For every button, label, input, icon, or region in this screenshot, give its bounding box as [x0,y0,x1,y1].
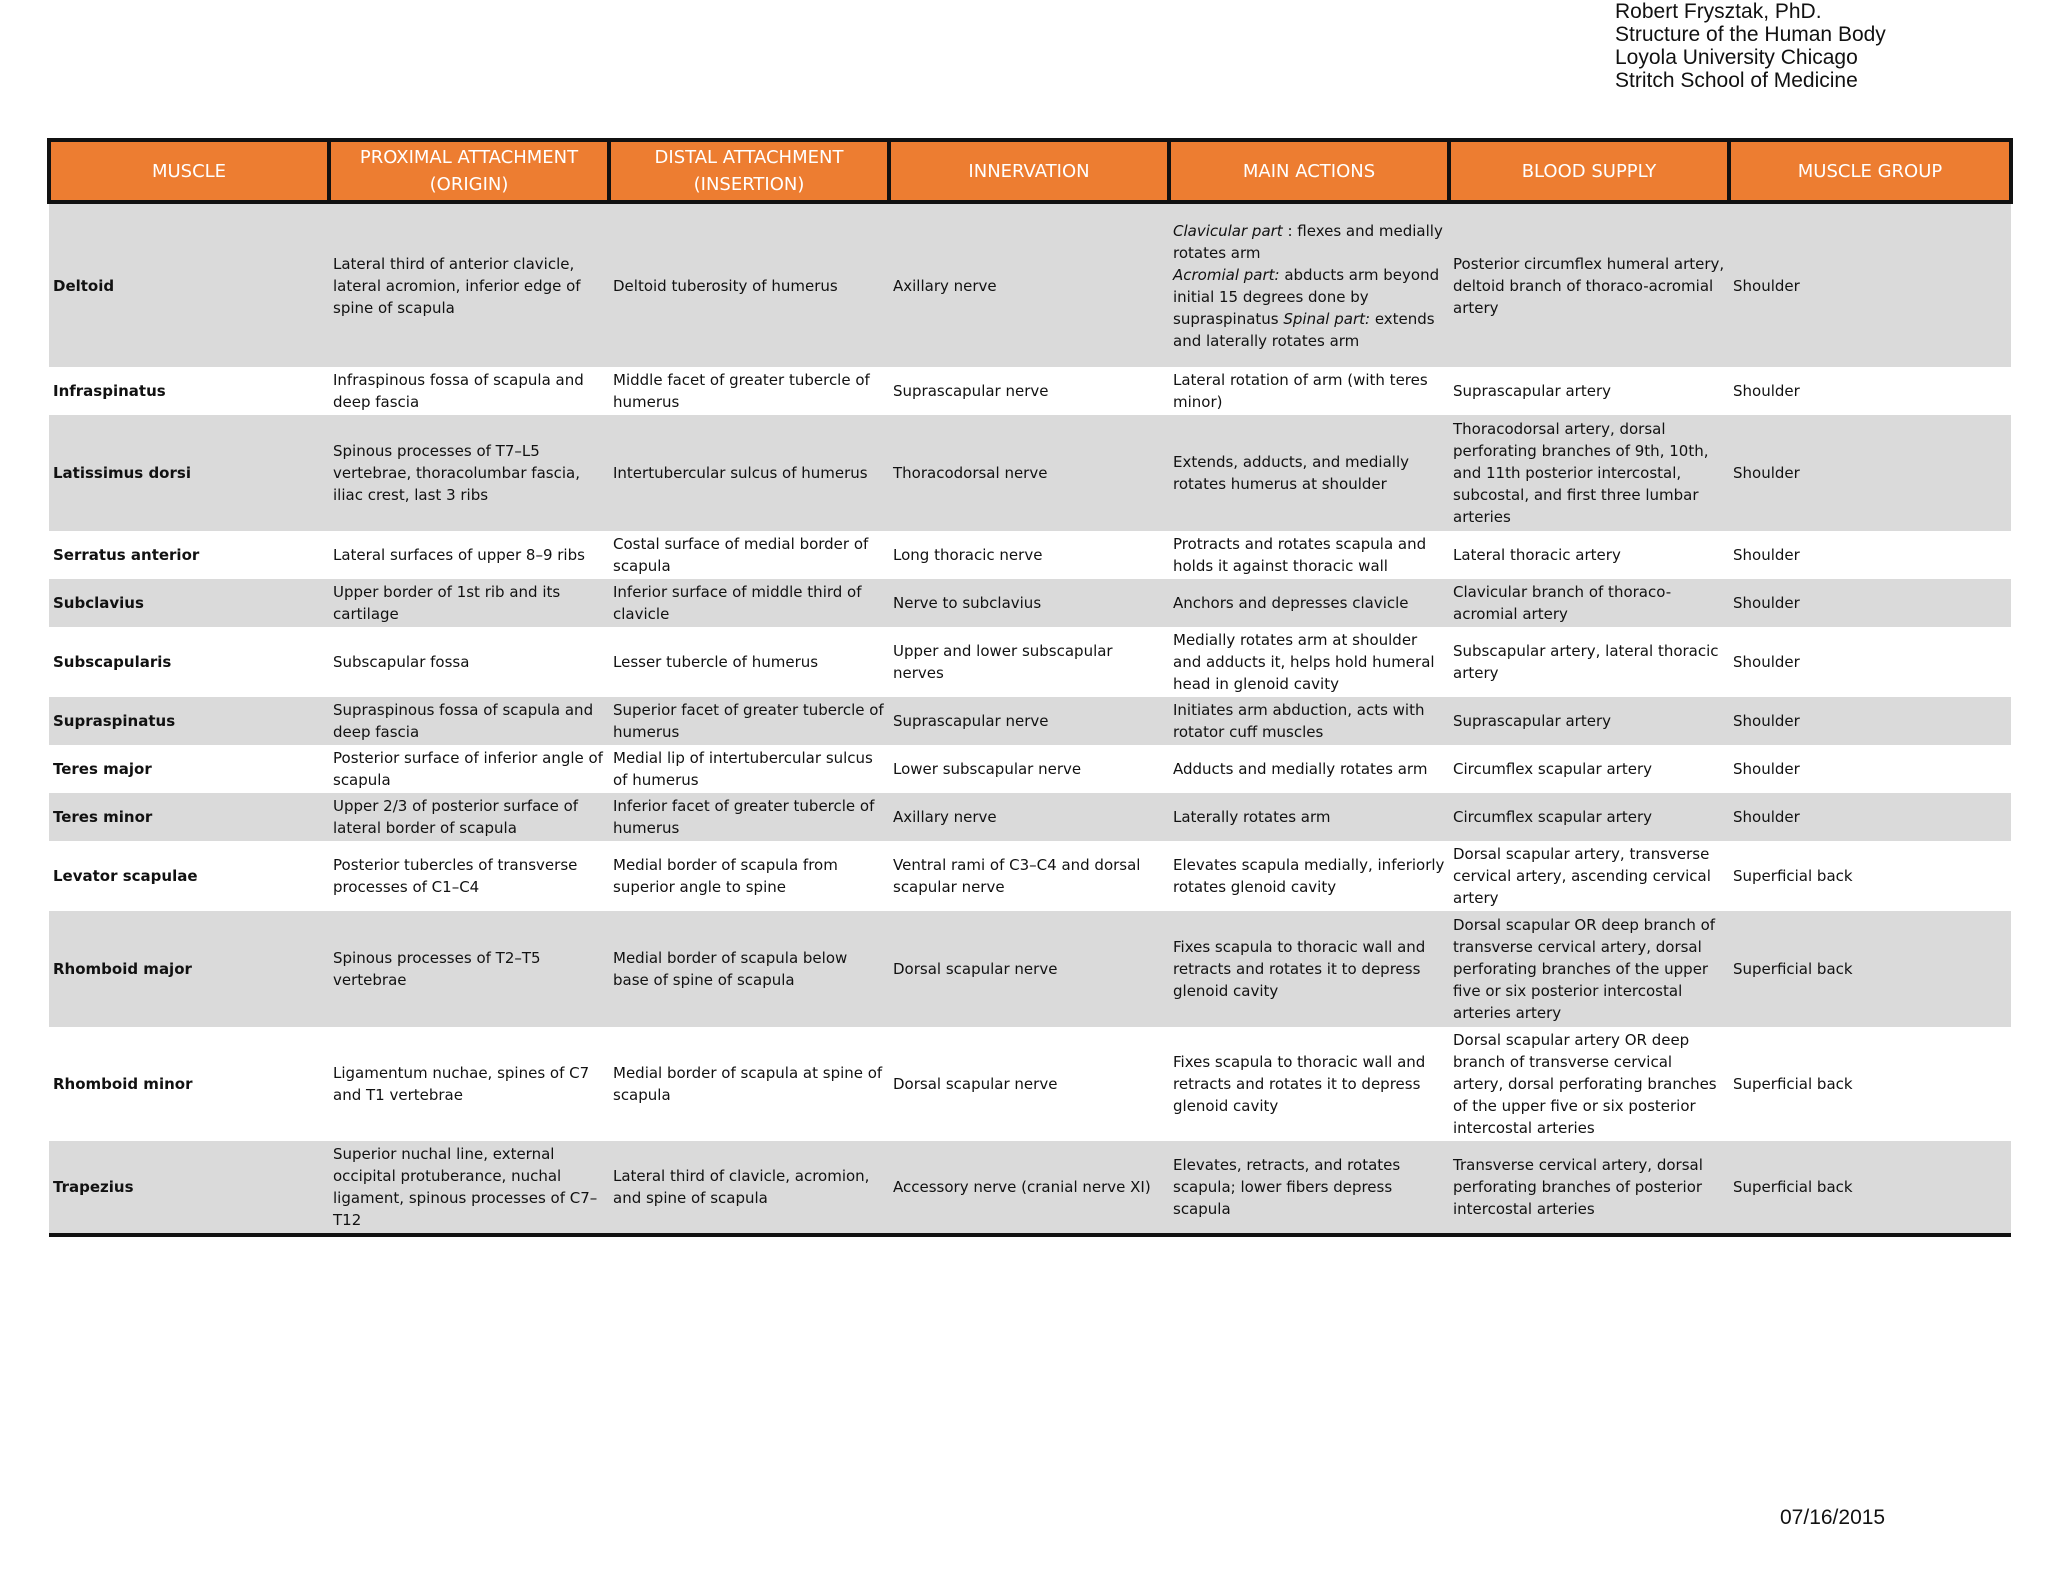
muscle-group-cell: Shoulder [1733,546,1800,564]
insertion-cell: Medial border of scapula from superior angle to spine [613,856,838,896]
table-row [49,202,2011,367]
blood-supply-cell: Suprascapular artery [1453,382,1611,400]
column-header-actions: MAIN ACTIONS [1169,140,1449,202]
innervation-cell: Dorsal scapular nerve [893,1075,1058,1093]
blood-supply-cell: Suprascapular artery [1449,697,1729,745]
actions-cell: Anchors and depresses clavicle [1169,579,1449,627]
muscle-group-cell: Superficial back [1729,1141,2011,1235]
spinal-part-label: Spinal part: [1283,309,1371,328]
school-name: Stritch School of Medicine [1615,69,1858,92]
insertion-cell: Medial border of scapula at spine of scapula [613,1064,883,1104]
column-header-muscle: MUSCLE [49,140,329,202]
muscle-group-cell: Shoulder [1729,579,2011,627]
actions-cell: Elevates, retracts, and rotates scapula; lower fibers depress scapula [1169,1141,1449,1235]
university-name: Loyola University Chicago [1615,46,1858,69]
innervation-cell: Upper and lower subscapular nerves [893,642,1113,682]
origin-cell: Lateral third of anterior clavicle, lateral acromion, inferior edge of spine of scapula [329,202,609,367]
actions-cell: Adducts and medially rotates arm [1173,760,1428,778]
innervation-cell: Ventral rami of C3–C4 and dorsal scapular nerve [893,856,1141,896]
muscle-group-cell: Shoulder [1729,793,2011,841]
course-name: Structure of the Human Body [1615,23,1886,46]
table-row [49,911,2011,1027]
blood-supply-cell: Subscapular artery, lateral thoracic artery [1453,642,1719,682]
actions-cell: Fixes scapula to thoracic wall and retracts and rotates it to depress glenoid cavity [1173,1053,1426,1115]
insertion-cell: Inferior facet of greater tubercle of humerus [609,793,889,841]
origin-cell: Upper border of 1st rib and its cartilage [329,579,609,627]
blood-supply-cell: Posterior circumflex humeral artery, deltoid branch of thoraco-acromial artery [1449,202,1729,367]
blood-supply-cell: Dorsal scapular artery OR deep branch of transverse cervical artery, dorsal perforating branches of the upper five or six posterior intercostal arteries [1453,1031,1717,1137]
muscle-group-cell: Shoulder [1729,202,2011,367]
muscle-group-cell: Shoulder [1733,760,1800,778]
document-date: 07/16/2015 [1780,1506,1886,1529]
acromial-part-text: abducts arm beyond initial 15 degrees done by supraspinatus [1173,265,1440,328]
actions-cell [1169,202,1449,367]
table-row [49,793,2011,841]
muscle-group-cell: Shoulder [1733,382,1800,400]
muscle-group-cell: Superficial back [1729,911,2011,1027]
innervation-cell: Long thoracic nerve [893,546,1043,564]
innervation-cell: Lower subscapular nerve [893,760,1082,778]
column-header-innervation: INNERVATION [889,140,1169,202]
insertion-cell: Intertubercular sulcus of humerus [609,415,889,531]
actions-cell: Medially rotates arm at shoulder and adducts it, helps hold humeral head in glenoid cavity [1173,631,1435,693]
table-row [49,531,2011,579]
muscle-table [47,138,2013,1237]
table-row [49,841,2011,911]
muscle-name: Teres minor [49,793,329,841]
blood-supply-cell: Dorsal scapular OR deep branch of transverse cervical artery, dorsal perforating branches of the upper five or six posterior intercostal arteries artery [1449,911,1729,1027]
insertion-cell: Lateral third of clavicle, acromion, and spine of scapula [609,1141,889,1235]
table-header-row [49,140,2011,202]
muscle-group-cell: Shoulder [1729,415,2011,531]
origin-cell: Posterior surface of inferior angle of scapula [333,749,603,789]
column-header-muscle-group: MUSCLE GROUP [1729,140,2011,202]
muscle-name: Teres major [53,760,152,778]
insertion-cell: Medial lip of intertubercular sulcus of humerus [613,749,873,789]
actions-cell: Lateral rotation of arm (with teres minor) [1173,371,1428,411]
column-header-blood-supply: BLOOD SUPPLY [1449,140,1729,202]
innervation-cell: Nerve to subclavius [889,579,1169,627]
muscle-name: Rhomboid minor [53,1075,193,1093]
muscle-name: Serratus anterior [53,546,200,564]
innervation-cell: Dorsal scapular nerve [889,911,1169,1027]
muscle-group-cell: Shoulder [1729,697,2011,745]
insertion-cell: Inferior surface of middle third of clavicle [609,579,889,627]
insertion-cell: Costal surface of medial border of scapula [613,535,869,575]
blood-supply-cell: Dorsal scapular artery, transverse cervical artery, ascending cervical artery [1453,845,1711,907]
clavicular-part-text: : flexes and medially rotates arm [1173,221,1443,262]
origin-cell: Spinous processes of T7–L5 vertebrae, thoracolumbar fascia, iliac crest, last 3 ribs [329,415,609,531]
innervation-cell: Axillary nerve [889,793,1169,841]
muscle-name: Supraspinatus [49,697,329,745]
clavicular-part-label: Clavicular part [1173,221,1283,240]
acromial-part-label: Acromial part: [1173,265,1280,284]
muscle-name: Rhomboid major [49,911,329,1027]
muscle-group-cell: Superficial back [1733,1075,1853,1093]
insertion-cell: Medial border of scapula below base of spine of scapula [609,911,889,1027]
actions-cell: Fixes scapula to thoracic wall and retracts and rotates it to depress glenoid cavity [1169,911,1449,1027]
origin-cell: Upper 2/3 of posterior surface of lateral border of scapula [329,793,609,841]
muscle-name: Subscapularis [53,653,172,671]
insertion-cell: Lesser tubercle of humerus [613,653,819,671]
blood-supply-cell: Clavicular branch of thoraco-acromial artery [1449,579,1729,627]
innervation-cell: Accessory nerve (cranial nerve XI) [889,1141,1169,1235]
author-header [1615,0,2035,92]
muscle-name: Infraspinatus [53,382,166,400]
actions-cell: Laterally rotates arm [1169,793,1449,841]
origin-cell: Spinous processes of T2–T5 vertebrae [329,911,609,1027]
innervation-cell: Thoracodorsal nerve [889,415,1169,531]
table-row [49,367,2011,415]
table-row [49,579,2011,627]
table-row [49,627,2011,697]
muscle-table-container [47,138,2009,1237]
muscle-group-cell: Shoulder [1733,653,1800,671]
origin-cell: Infraspinous fossa of scapula and deep fascia [333,371,584,411]
innervation-cell: Axillary nerve [889,202,1169,367]
insertion-cell: Superior facet of greater tubercle of humerus [609,697,889,745]
table-row [49,1027,2011,1141]
blood-supply-cell: Circumflex scapular artery [1453,760,1652,778]
blood-supply-cell: Transverse cervical artery, dorsal perforating branches of posterior intercostal arteries [1449,1141,1729,1235]
column-header-insertion: DISTAL ATTACHMENT (INSERTION) [609,140,889,202]
actions-cell: Initiates arm abduction, acts with rotator cuff muscles [1169,697,1449,745]
insertion-cell: Middle facet of greater tubercle of humerus [613,371,870,411]
spinal-part-text: extends and laterally rotates arm [1173,309,1435,350]
table-row [49,697,2011,745]
actions-cell: Extends, adducts, and medially rotates humerus at shoulder [1169,415,1449,531]
blood-supply-cell: Circumflex scapular artery [1449,793,1729,841]
insertion-cell: Deltoid tuberosity of humerus [609,202,889,367]
origin-cell: Posterior tubercles of transverse processes of C1–C4 [333,856,578,896]
origin-cell: Lateral surfaces of upper 8–9 ribs [333,546,585,564]
origin-cell: Superior nuchal line, external occipital protuberance, nuchal ligament, spinous processes of C7–T12 [329,1141,609,1235]
origin-cell: Ligamentum nuchae, spines of C7 and T1 vertebrae [333,1064,590,1104]
actions-cell: Protracts and rotates scapula and holds it against thoracic wall [1173,535,1427,575]
muscle-group-cell: Superficial back [1733,867,1853,885]
table-row [49,415,2011,531]
muscle-name: Deltoid [49,202,329,367]
table-row [49,1141,2011,1235]
table-row [49,745,2011,793]
innervation-cell: Suprascapular nerve [889,697,1169,745]
innervation-cell: Suprascapular nerve [893,382,1049,400]
origin-cell: Subscapular fossa [333,653,470,671]
actions-cell: Elevates scapula medially, inferiorly rotates glenoid cavity [1173,856,1445,896]
muscle-name: Subclavius [49,579,329,627]
muscle-name: Latissimus dorsi [49,415,329,531]
muscle-name: Levator scapulae [53,867,198,885]
muscle-name: Trapezius [49,1141,329,1235]
blood-supply-cell: Lateral thoracic artery [1453,546,1621,564]
origin-cell: Supraspinous fossa of scapula and deep fascia [329,697,609,745]
author-name: Robert Frysztak, PhD. [1615,0,1822,23]
column-header-origin: PROXIMAL ATTACHMENT (ORIGIN) [329,140,609,202]
blood-supply-cell: Thoracodorsal artery, dorsal perforating branches of 9th, 10th, and 11th posterior intercostal, subcostal, and first three lumbar arteries [1449,415,1729,531]
